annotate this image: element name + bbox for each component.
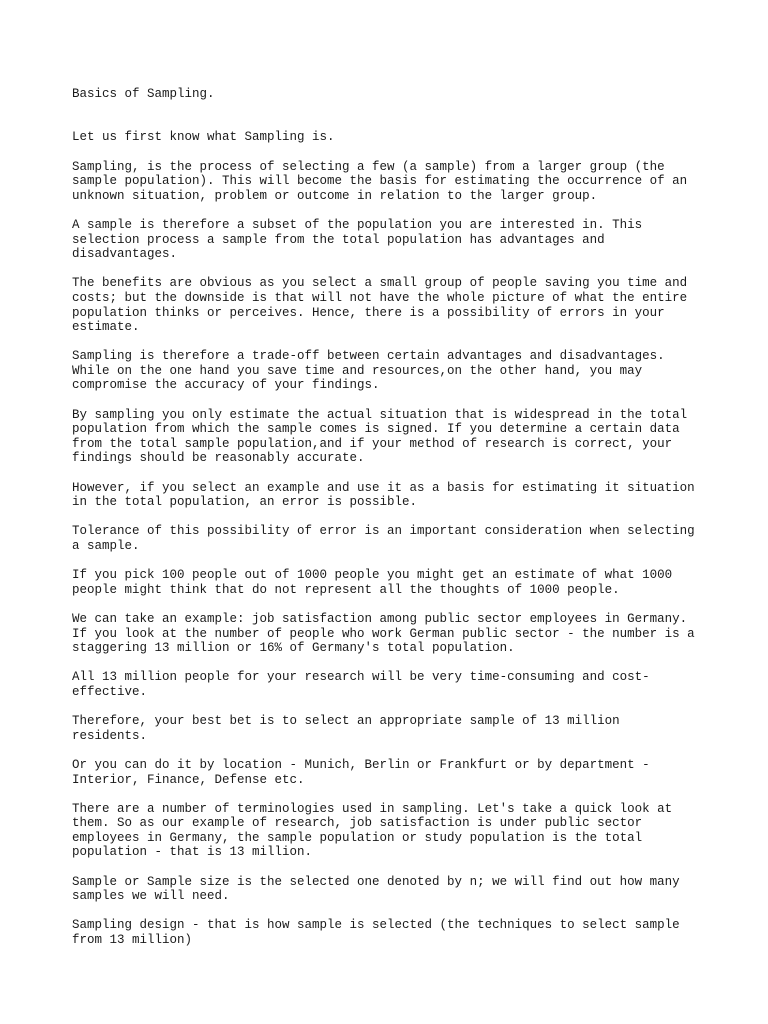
text-line: from the total sample population,and if your method of research is correct, your: [72, 436, 673, 451]
text-line: samples we will need.: [72, 889, 230, 904]
paragraph: [72, 408, 712, 466]
document-title: [72, 72, 712, 116]
text-line: unknown situation, problem or outcome in relation to the larger group.: [72, 188, 598, 203]
paragraph: [72, 130, 712, 145]
paragraph: [72, 802, 712, 860]
text-line: Sample or Sample size is the selected one denoted by n; we will find out how many: [72, 874, 680, 889]
text-line: While on the one hand you save time and resources,on the other hand, you may: [72, 363, 643, 378]
text-line: Sampling, is the process of selecting a few (a sample) from a larger group (the: [72, 159, 665, 174]
text-line: Sampling design - that is how sample is selected (the techniques to select sample: [72, 918, 680, 933]
text-line: By sampling you only estimate the actual situation that is widespread in the total: [72, 407, 688, 422]
text-line: population from which the sample comes is signed. If you determine a certain data: [72, 422, 680, 437]
text-line: compromise the accuracy of your findings.: [72, 378, 380, 393]
text-line: effective.: [72, 684, 148, 699]
text-line: If you pick 100 people out of 1000 people you might get an estimate of what 1000: [72, 568, 673, 583]
text-line: population - that is 13 million.: [72, 845, 313, 860]
text-line: Or you can do it by location - Munich, Berlin or Frankfurt or by department -: [72, 757, 650, 772]
text-line: Interior, Finance, Defense etc.: [72, 772, 305, 787]
text-line: All 13 million people for your research will be very time-consuming and cost-: [72, 670, 650, 685]
text-line: people might think that do not represent all the thoughts of 1000 people.: [72, 582, 620, 597]
text-line: A sample is therefore a subset of the population you are interested in. This: [72, 217, 643, 232]
paragraph: [72, 714, 712, 743]
paragraph: [72, 349, 712, 393]
text-line: Sampling is therefore a trade-off between certain advantages and disadvantages.: [72, 349, 665, 364]
text-line: from 13 million): [72, 933, 193, 948]
text-line: residents.: [72, 728, 148, 743]
text-line: staggering 13 million or 16% of Germany's total population.: [72, 641, 515, 656]
title-line: Basics of Sampling.: [72, 86, 215, 101]
text-line: However, if you select an example and use it as a basis for estimating it situation: [72, 480, 695, 495]
paragraph: [72, 481, 712, 510]
paragraph: [72, 218, 712, 262]
text-line: Tolerance of this possibility of error is an important consideration when selecting: [72, 524, 695, 539]
paragraph: [72, 670, 712, 699]
text-line: Therefore, your best bet is to select an appropriate sample of 13 million: [72, 714, 620, 729]
text-line: population thinks or perceives. Hence, there is a possibility of errors in your: [72, 305, 665, 320]
paragraph: [72, 875, 712, 904]
paragraph: [72, 758, 712, 787]
text-line: selection process a sample from the total population has advantages and: [72, 232, 605, 247]
text-line: sample population). This will become the basis for estimating the occurrence of an: [72, 174, 688, 189]
text-line: costs; but the downside is that will not have the whole picture of what the entire: [72, 290, 688, 305]
text-line: estimate.: [72, 320, 140, 335]
text-line: findings should be reasonably accurate.: [72, 451, 365, 466]
paragraph: [72, 612, 712, 656]
text-line: them. So as our example of research, job satisfaction is under public sector: [72, 816, 643, 831]
paragraph: [72, 160, 712, 204]
text-line: There are a number of terminologies used in sampling. Let's take a quick look at: [72, 801, 673, 816]
text-line: disadvantages.: [72, 247, 178, 262]
text-line: in the total population, an error is possible.: [72, 495, 418, 510]
paragraph: [72, 568, 712, 597]
paragraph: [72, 524, 712, 553]
paragraph: [72, 918, 712, 947]
text-line: We can take an example: job satisfaction among public sector employees in Germany.: [72, 611, 688, 626]
text-line: employees in Germany, the sample population or study population is the total: [72, 830, 643, 845]
text-line: If you look at the number of people who work German public sector - the number is a: [72, 626, 695, 641]
text-line: Let us first know what Sampling is.: [72, 130, 335, 145]
document-page: [72, 72, 712, 962]
text-line: a sample.: [72, 539, 140, 553]
document-body: [72, 130, 712, 947]
text-line: The benefits are obvious as you select a small group of people saving you time and: [72, 276, 688, 291]
paragraph: [72, 276, 712, 334]
